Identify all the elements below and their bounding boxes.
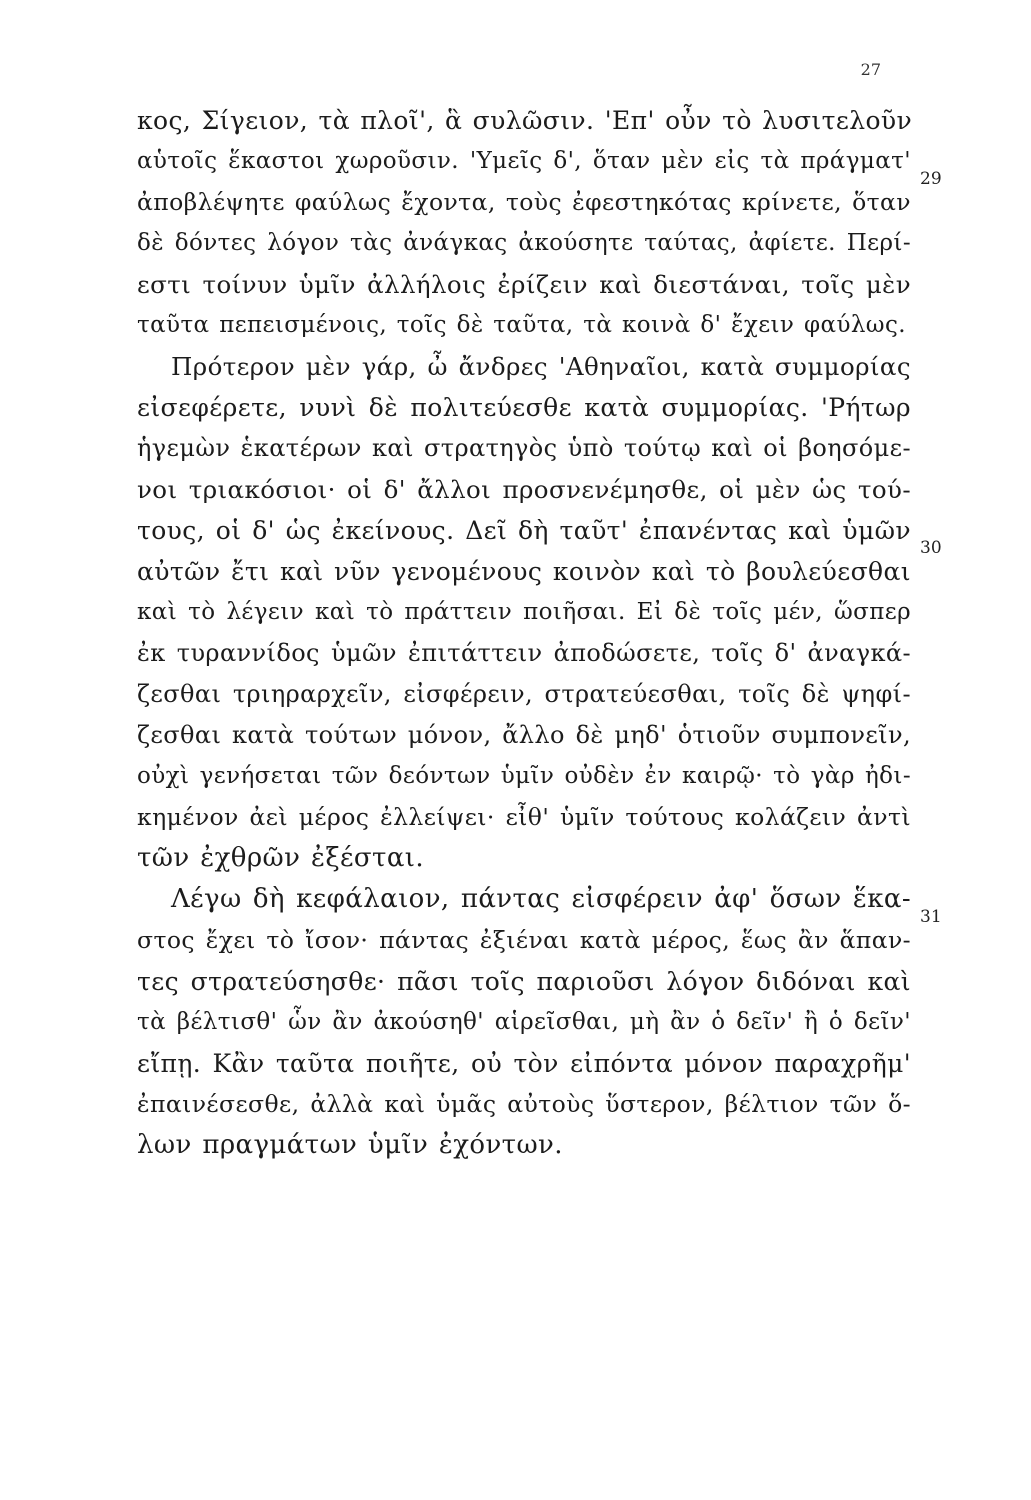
text-line: Λέγω δὴ κεφάλαιον, πάντας εἰσφέρειν ἀφ' ὅσων ἕκα- (171, 884, 911, 914)
text-line: τὰ βέλτισθ' ὧν ἂν ἀκούσηθ' αἱρεῖσθαι, μὴ ἂν ὁ δεῖν' ἢ ὁ δεῖν' (137, 1009, 911, 1035)
text-line: εἰσεφέρετε, νυνὶ δὲ πολιτεύεσθε κατὰ συμμορίας. 'Ρήτωρ (137, 393, 911, 422)
text-line: ζεσθαι κατὰ τούτων μόνον, ἄλλο δὲ μηδ' ὁτιοῦν συμπονεῖν, (137, 721, 911, 749)
text-line: λων πραγμάτων ὑμῖν ἐχόντων. (137, 1130, 563, 1160)
text-line: καὶ τὸ λέγειν καὶ τὸ πράττειν ποιῆσαι. Εἰ δὲ τοῖς μέν, ὥσπερ (137, 599, 911, 625)
text-line: κημένον ἀεὶ μέρος ἐλλείψει· εἶθ' ὑμῖν τούτους κολάζειν ἀντὶ (137, 803, 911, 831)
text-line: ζεσθαι τριηραρχεῖν, εἰσφέρειν, στρατεύεσθαι, τοῖς δὲ ψηφί- (137, 680, 911, 708)
text-line: ἐκ τυραννίδος ὑμῶν ἐπιτάττειν ἀποδώσετε, τοῖς δ' ἀναγκά- (137, 639, 911, 667)
section-number: 29 (920, 169, 942, 189)
section-number: 31 (920, 907, 942, 927)
text-line: τῶν ἐχθρῶν ἐξέσται. (137, 843, 425, 873)
text-line: τους, οἱ δ' ὡς ἐκείνους. Δεῖ δὴ ταῦτ' ἐπανέντας καὶ ὑμῶν (137, 516, 911, 545)
text-line: εστι τοίνυν ὑμῖν ἀλλήλοις ἐρίζειν καὶ διεστάναι, τοῖς μὲν (137, 270, 911, 299)
page-number: 27 (860, 60, 881, 79)
text-line: ταῦτα πεπεισμένοις, τοῖς δὲ ταῦτα, τὰ κοινὰ δ' ἔχειν φαύλως. (137, 312, 906, 338)
text-line: εἴπῃ. Κἂν ταῦτα ποιῆτε, οὐ τὸν εἰπόντα μόνον παραχρῆμ' (137, 1049, 911, 1078)
body-text (137, 100, 911, 1166)
text-line: οὐχὶ γενήσεται τῶν δεόντων ὑμῖν οὐδὲν ἐν καιρῷ· τὸ γὰρ ἠδι- (137, 763, 911, 789)
section-number: 30 (920, 538, 942, 558)
text-line: ἡγεμὼν ἑκατέρων καὶ στρατηγὸς ὑπὸ τούτῳ καὶ οἱ βοησόμε- (137, 434, 911, 462)
text-line: νοι τριακόσιοι· οἱ δ' ἄλλοι προσνενέμησθε, οἱ μὲν ὡς τού- (137, 475, 911, 504)
text-line: δὲ δόντες λόγον τὰς ἀνάγκας ἀκούσητε ταύτας, ἀφίετε. Περί- (137, 230, 911, 256)
text-line: ἐπαινέσεσθε, ἀλλὰ καὶ ὑμᾶς αὐτοὺς ὕστερον, βέλτιον τῶν ὅ- (137, 1090, 911, 1118)
text-line: κος, Σίγειον, τὰ πλοῖ', ἃ συλῶσιν. 'Επ' οὖν τὸ λυσιτελοῦν (137, 106, 913, 135)
text-line: ἀποβλέψητε φαύλως ἔχοντα, τοὺς ἐφεστηκότας κρίνετε, ὅταν (137, 188, 911, 216)
text-line: αὐτῶν ἔτι καὶ νῦν γενομένους κοινὸν καὶ τὸ βουλεύεσθαι (137, 557, 911, 586)
text-line: τες στρατεύσησθε· πᾶσι τοῖς παριοῦσι λόγον διδόναι καὶ (137, 967, 911, 996)
text-line: στος ἔχει τὸ ἴσον· πάντας ἐξιέναι κατὰ μέρος, ἕως ἂν ἅπαν- (137, 926, 911, 954)
text-line: αὑτοῖς ἕκαστοι χωροῦσιν. 'Υμεῖς δ', ὅταν μὲν εἰς τὰ πράγματ' (137, 148, 911, 174)
text-line: Πρότερον μὲν γάρ, ὦ ἄνδρες 'Αθηναῖοι, κατὰ συμμορίας (171, 352, 911, 381)
